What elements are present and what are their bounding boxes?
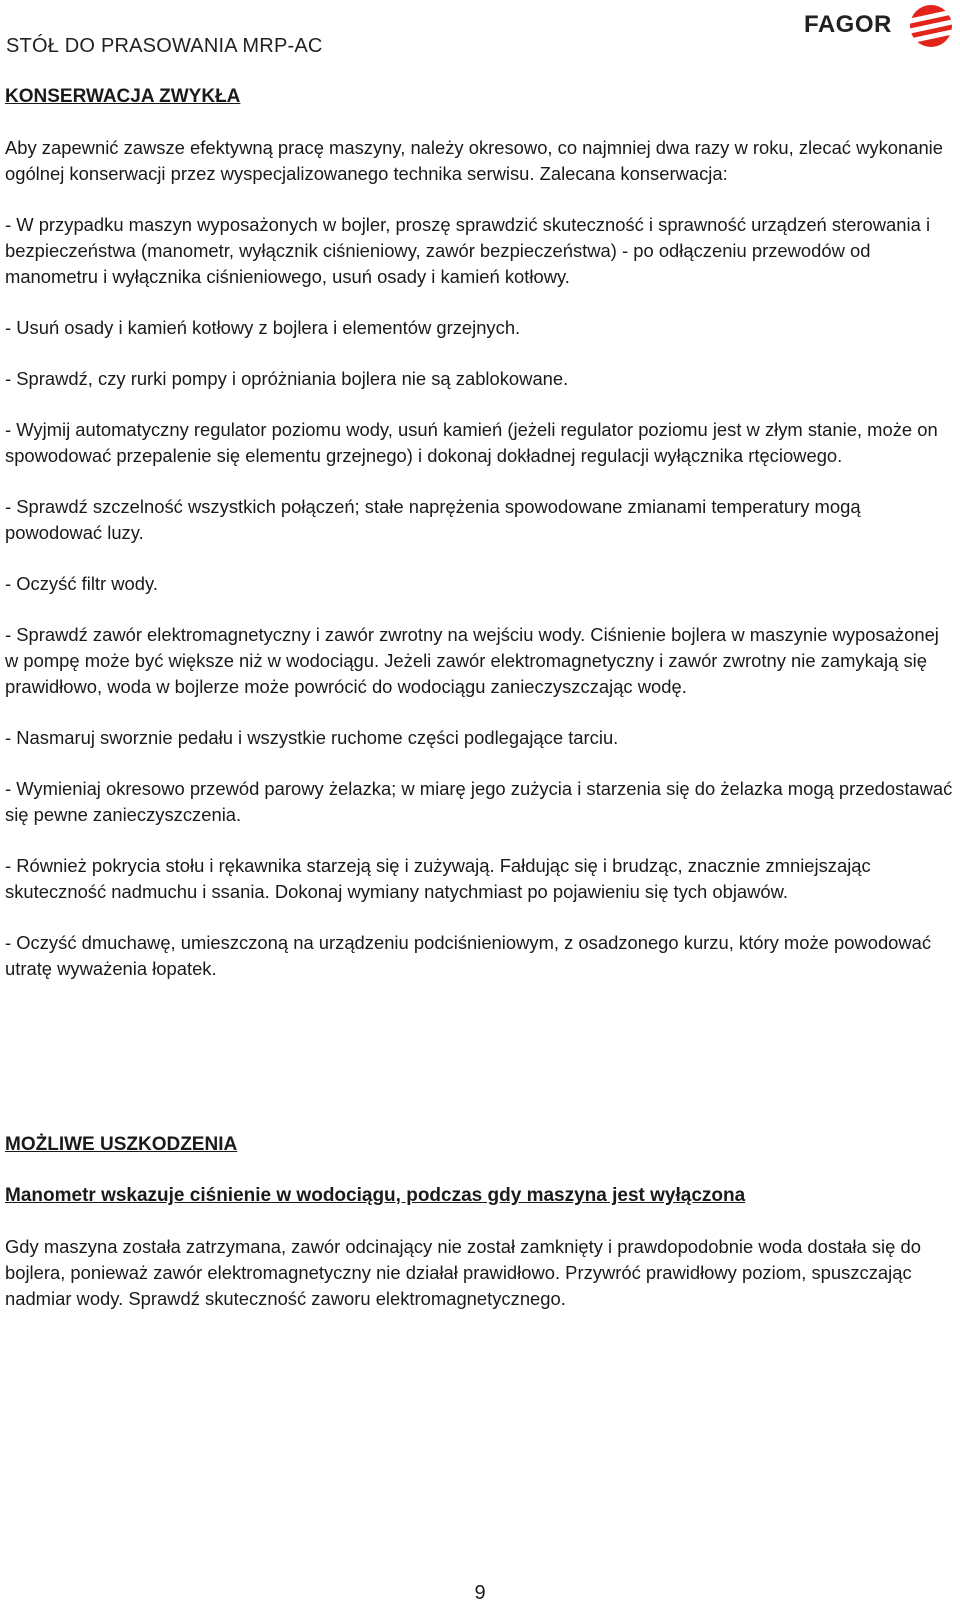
section-heading-faults: MOŻLIWE USZKODZENIA: [5, 1134, 238, 1155]
paragraph-replace-hose: - Wymieniaj okresowo przewód parowy żelazka; w miarę jego zużycia i starzenia się do żelazka mogą przedostawać się pewne zanieczyszczenia.: [5, 778, 953, 825]
paragraph-boiler-check: - W przypadku maszyn wyposażonych w bojler, proszę sprawdzić skuteczność i sprawność urządzeń sterowania i bezpieczeństwa (manometr, wyłącznik ciśnieniowy, zawór bezpieczeństwa) - po odłączeniu przewodów od manometru i wyłącznika ciśnieniowego, usuń osady i kamień kotłowy.: [5, 214, 931, 287]
fagor-logo: [800, 2, 956, 50]
fagor-logo-icon: [800, 2, 956, 50]
paragraph-clean-blower: - Oczyść dmuchawę, umieszczoną na urządzeniu podciśnieniowym, z osadzonego kurzu, który może powodować utratę wyważenia łopatek.: [5, 932, 932, 979]
section-heading-maintenance: KONSERWACJA ZWYKŁA: [5, 86, 241, 107]
paragraph-table-covers: - Również pokrycia stołu i rękawnika starzeją się i zużywają. Fałdując się i brudząc, znacznie zmniejszając skuteczność nadmuchu i ssania. Dokonaj wymiany natychmiast po pojawieniu się tych objawów.: [5, 855, 871, 902]
paragraph-remove-scale: - Usuń osady i kamień kotłowy z bojlera i elementów grzejnych.: [5, 317, 521, 338]
paragraph-intro: Aby zapewnić zawsze efektywną pracę maszyny, należy okresowo, co najmniej dwa razy w roku, zlecać wykonanie ogólnej konserwacji przez wyspecjalizowanego technika serwisu. Zalecana konserwacja:: [5, 137, 943, 184]
fault-subheading: Manometr wskazuje ciśnienie w wodociągu, podczas gdy maszyna jest wyłączona: [5, 1185, 746, 1206]
document-body: [5, 84, 953, 1312]
paragraph-check-connections: - Sprawdź szczelność wszystkich połączeń; stałe naprężenia spowodowane zmianami temperatury mogą powodować luzy.: [5, 496, 861, 543]
page-number: 9: [474, 1582, 486, 1604]
paragraph-lubricate: - Nasmaruj sworznie pedału i wszystkie ruchome części podlegające tarciu.: [5, 727, 619, 748]
logo-text: FAGOR: [804, 11, 892, 38]
page-header-title: STÓŁ DO PRASOWANIA MRP-AC: [6, 35, 323, 57]
logo-emblem-icon: [908, 5, 954, 47]
paragraph-check-valves: - Sprawdź zawór elektromagnetyczny i zawór zwrotny na wejściu wody. Ciśnienie bojlera w maszynie wyposażonej w pompę może być większe niż w wodociągu. Jeżeli zawór elektromagnetyczny i zawór zwrotny nie zamykają się prawidłowo, woda w bojlerze może powrócić do wodociągu zanieczyszczając wodę.: [5, 624, 939, 697]
paragraph-check-pump-tubes: - Sprawdź, czy rurki pompy i opróżniania bojlera nie są zablokowane.: [5, 368, 569, 389]
paragraph-level-regulator: - Wyjmij automatyczny regulator poziomu wody, usuń kamień (jeżeli regulator poziomu jest w złym stanie, może on spowodować przepalenie się elementu grzejnego) i dokonaj dokładnej regulacji wyłącznika rtęciowego.: [5, 419, 938, 466]
paragraph-clean-filter: - Oczyść filtr wody.: [5, 573, 158, 594]
paragraph-fault-description: Gdy maszyna została zatrzymana, zawór odcinający nie został zamknięty i prawdopodobnie woda dostała się do bojlera, ponieważ zawór elektromagnetyczny nie działał prawidłowo. Przywróć prawidłowy poziom, spuszczając nadmiar wody. Sprawdź skuteczność zaworu elektromagnetycznego.: [5, 1236, 921, 1309]
